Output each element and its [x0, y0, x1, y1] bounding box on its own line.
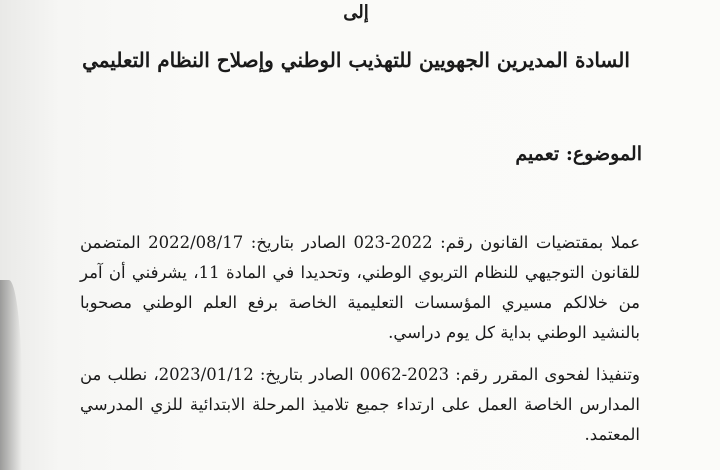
scan-shadow	[0, 280, 22, 470]
recipient-prefix: إلى	[343, 2, 369, 23]
subject-line: الموضوع: تعميم	[515, 143, 642, 165]
letter-body	[80, 228, 640, 450]
body-paragraph-2: وتنفيذا لفحوى المقرر رقم: 2023-0062 الصادر بتاريخ: 2023/01/12، نطلب من المدارس الخاصة العمل على ارتداء جميع تلاميذ المرحلة الابتدائية للزي المدرسي المعتمد.	[80, 365, 640, 444]
addressee-line: السادة المديرين الجهويين للتهذيب الوطني وإصلاح النظام التعليمي	[82, 48, 630, 72]
body-paragraph-1: عملا بمقتضيات القانون رقم: 2022-023 الصادر بتاريخ: 2022/08/17 المتضمن للقانون التوجيهي للنظام التربوي الوطني، وتحديدا في المادة 11، يشرفني أن آمر من خلالكم مسيري المؤسسات التعليمية الخاصة برفع العلم الوطني مصحوبا بالنشيد الوطني بداية كل يوم دراسي.	[80, 233, 640, 342]
